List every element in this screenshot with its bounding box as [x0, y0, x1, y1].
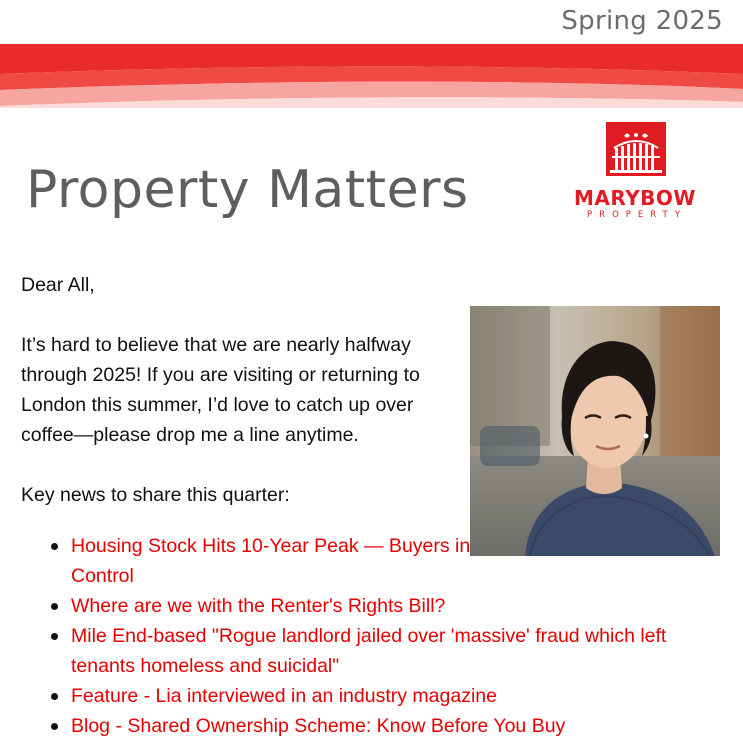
author-portrait-photo	[470, 306, 720, 556]
news-link-shared-ownership-blog[interactable]: Blog - Shared Ownership Scheme: Know Before You Buy	[71, 715, 566, 737]
logo-wordmark: MARYBOW	[574, 186, 696, 210]
fence-gate-icon	[606, 122, 666, 176]
newsletter-season: Spring 2025	[561, 6, 723, 36]
greeting: Dear All,	[21, 274, 95, 296]
list-item	[0, 711, 711, 741]
list-item	[0, 621, 711, 681]
bullet-icon	[51, 633, 58, 640]
bullet-icon	[51, 693, 58, 700]
key-news-intro: Key news to share this quarter:	[21, 484, 290, 506]
marybow-logo[interactable]	[570, 122, 700, 222]
news-link-renters-rights-bill[interactable]: Where are we with the Renter's Rights Bill?	[71, 595, 446, 617]
bullet-icon	[51, 603, 58, 610]
bullet-icon	[51, 543, 58, 550]
logo-subtitle: PROPERTY	[587, 210, 687, 220]
list-item	[0, 591, 711, 621]
key-news-list	[0, 531, 711, 741]
bullet-icon	[51, 723, 58, 730]
news-link-housing-stock[interactable]: Housing Stock Hits 10-Year Peak — Buyers in Control	[71, 535, 471, 587]
news-link-feature-interview[interactable]: Feature - Lia interviewed in an industry magazine	[71, 685, 497, 707]
intro-paragraph: It’s hard to believe that we are nearly halfway through 2025! If you are visiting or returning to London this summer, I’d love to catch up over coffee—please drop me a line anytime.	[21, 334, 420, 446]
header-banner	[0, 44, 743, 108]
newsletter-title: Property Matters	[26, 160, 469, 220]
list-item	[0, 681, 711, 711]
list-item	[0, 531, 711, 591]
news-link-rogue-landlord[interactable]: Mile End-based "Rogue landlord jailed over 'massive' fraud which left tenants homeless and suicidal"	[71, 625, 667, 677]
